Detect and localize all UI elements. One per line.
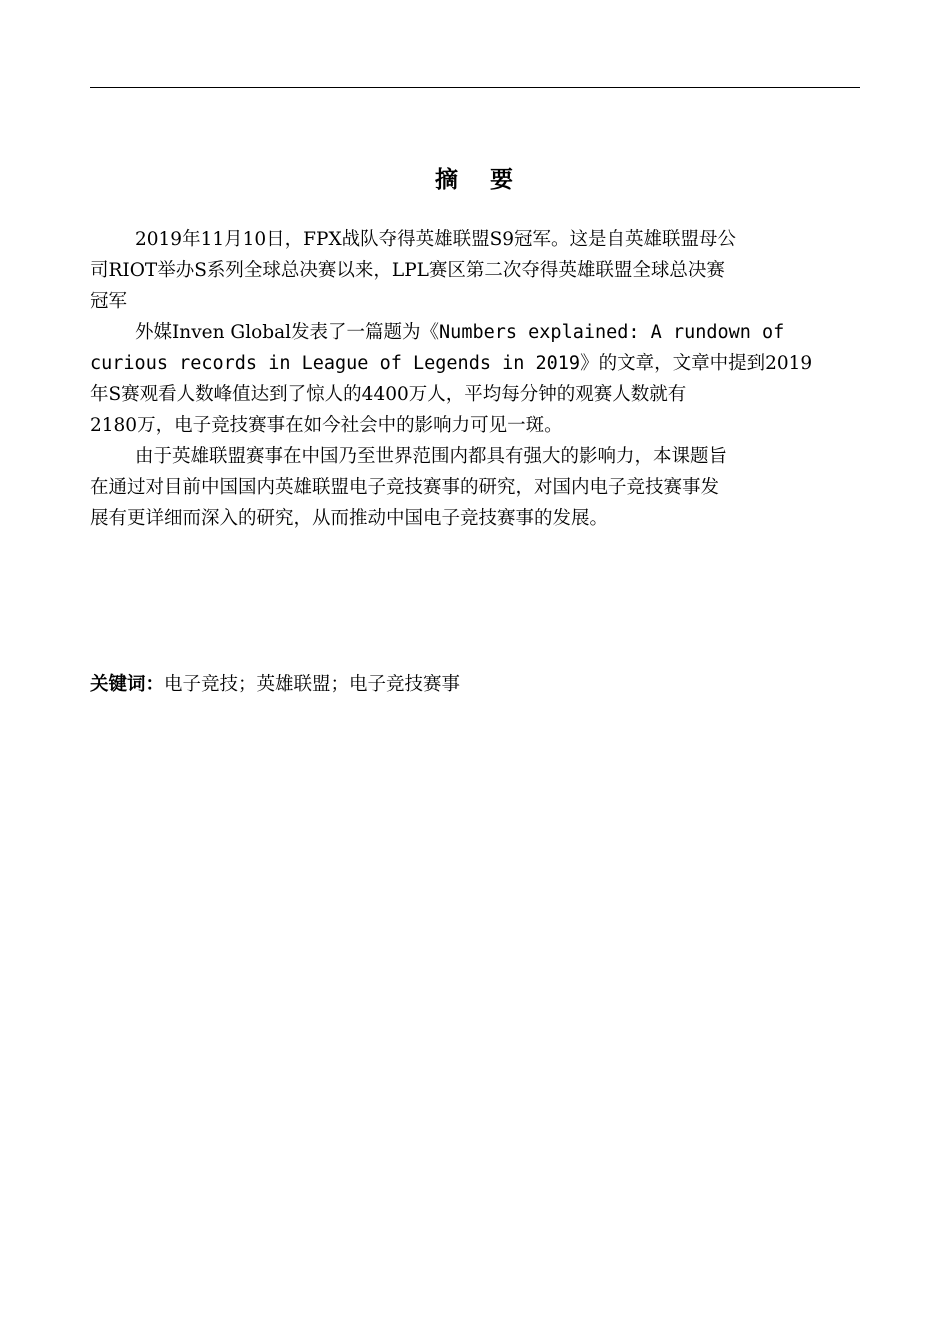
keywords-value: 电子竞技；英雄联盟；电子竞技赛事 [164,674,461,695]
paragraph-line-part: 》的文章，文章中提到2019 [580,353,813,374]
keywords-label: 关键词： [90,674,165,695]
paragraph-line: 由于英雄联盟赛事在中国乃至世界范围内都具有强大的影响力，本课题旨 [135,446,728,467]
paragraph-line-part: 外媒Inven Global发表了一篇题为《 [135,322,440,343]
abstract-title-char-2: 要 [490,167,515,193]
paragraph-line: 2019年11月10日，FPX战队夺得英雄联盟S9冠军。这是自英雄联盟母公 [135,229,737,250]
abstract-title [90,162,860,198]
english-title-part: curious records in League of Legends in 2019 [90,353,581,374]
paragraph-2 [90,317,860,441]
paragraph-line: 司RIOT举办S系列全球总决赛以来，LPL赛区第二次夺得英雄联盟全球总决赛 [90,260,725,281]
paragraph-line [90,348,860,379]
paragraph-line: 展有更详细而深入的研究，从而推动中国电子竞技赛事的发展。 [90,508,609,529]
keywords-line [90,669,860,700]
header-rule [90,87,860,88]
paragraph-line: 2180万，电子竞技赛事在如今社会中的影响力可见一斑。 [90,415,563,436]
paragraph-line [90,317,860,348]
english-title-part: Numbers explained: A rundown of [439,322,785,343]
paragraph-3 [90,441,860,534]
paragraph-line: 在通过对目前中国国内英雄联盟电子竞技赛事的研究，对国内电子竞技赛事发 [90,477,720,498]
abstract-body [90,224,860,534]
abstract-title-char-1: 摘 [435,167,460,193]
paragraph-line: 冠军 [90,291,128,312]
paragraph-line: 年S赛观看人数峰值达到了惊人的4400万人，平均每分钟的观赛人数就有 [90,384,687,405]
paragraph-1 [90,224,860,317]
